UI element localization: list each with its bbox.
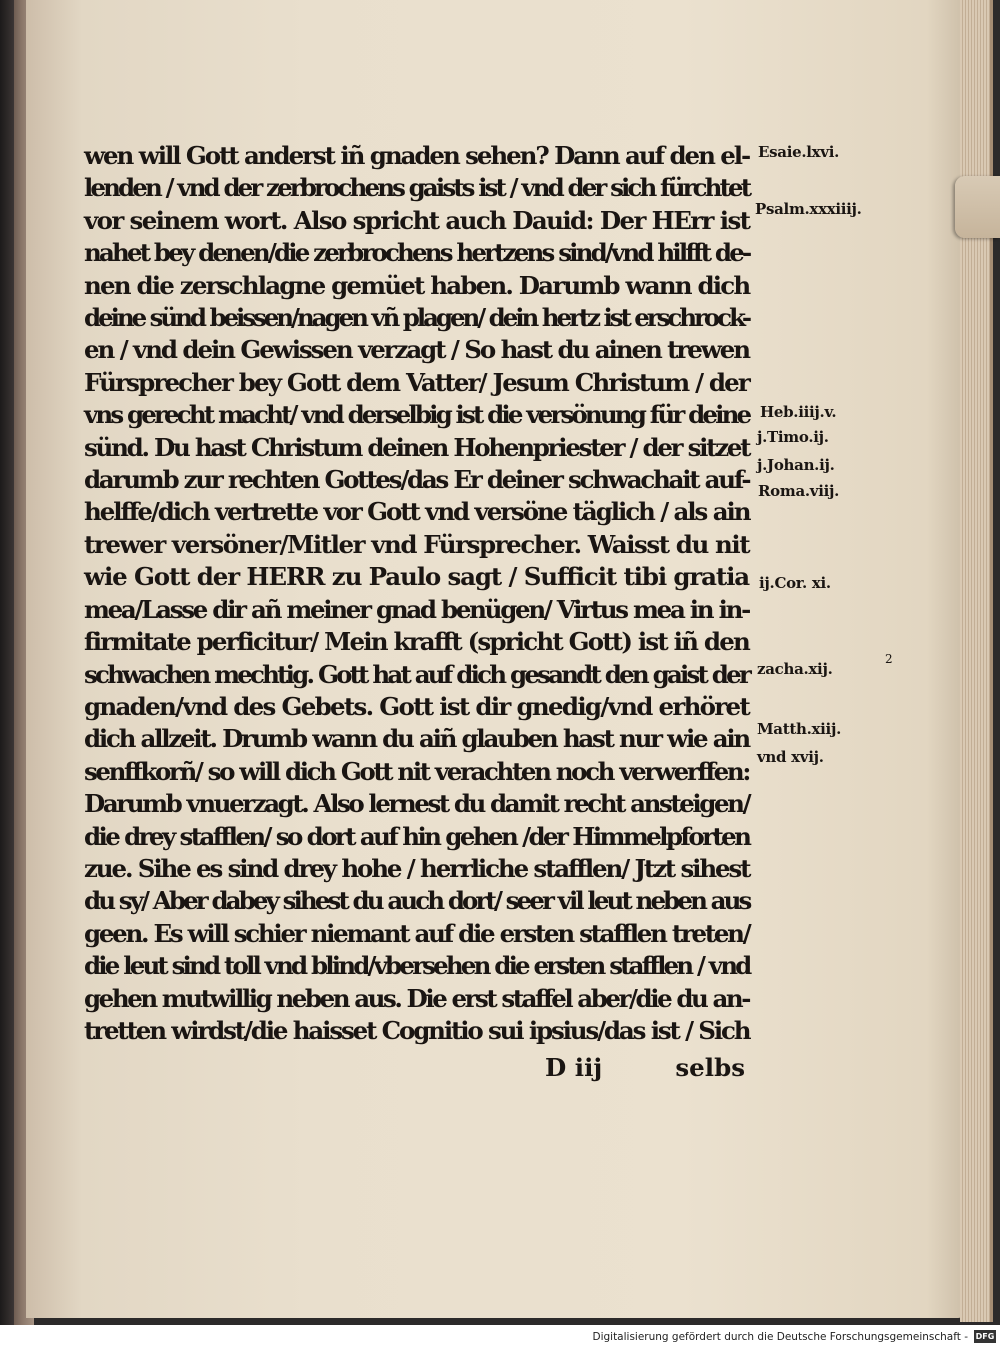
text-line: zue. Sihe es sind drey hohe / herrliche stafflen/ Jtzt sihest bbox=[84, 853, 750, 883]
dfg-logo: DFG bbox=[975, 1332, 995, 1341]
text-line: senffkorñ/ so will dich Gott nit verachten noch verwerffen: bbox=[84, 756, 749, 786]
text-line: en / vnd dein Gewissen verzagt / So hast du ainen trewen bbox=[84, 335, 749, 365]
margin-note-psalm: Psalm.xxxiiij. bbox=[755, 200, 862, 218]
text-line: dich allzeit. Drumb wann du aiñ glauben hast nur wie ain bbox=[84, 724, 749, 754]
margin-note-hebrews: Heb.iiij.v. bbox=[760, 403, 837, 421]
text-line: du sy/ Aber dabey sihest du auch dort/ seer vil leut neben aus bbox=[84, 886, 750, 916]
text-line: trewer versöner/Mitler vnd Fürsprecher. Waisst du nit bbox=[84, 529, 750, 559]
margin-note-corinthians: ij.Cor. xi. bbox=[759, 574, 831, 592]
text-line: wen will Gott anderst iñ gnaden sehen? Dann auf den el- bbox=[84, 141, 750, 170]
margin-note-matthew-cont: vnd xvij. bbox=[757, 748, 824, 766]
text-line: schwachen mechtig. Gott hat auf dich gesandt den gaist der bbox=[84, 659, 749, 689]
text-line: Fürsprecher bey Gott dem Vatter/ Jesum Christum / der bbox=[84, 367, 749, 397]
text-line: firmitate perficitur/ Mein krafft (spricht Gott) ist iñ den bbox=[84, 627, 749, 657]
text-line: lenden / vnd der zerbrochens gaists ist / vnd der sich fürchtet bbox=[84, 173, 750, 203]
text-line: wie Gott der HERR zu Paulo sagt / Sufficit tibi gratia bbox=[84, 562, 749, 592]
signature-row bbox=[545, 1053, 745, 1087]
text-line: tretten wirdst/die haisset Cognitio sui ipsius/das ist / Sich bbox=[84, 1015, 750, 1045]
text-line: deine sünd beissen/nagen vñ plagen/ dein hertz ist erschrock- bbox=[84, 303, 749, 333]
text-line: sünd. Du hast Christum deinen Hohenpriester / der sitzet bbox=[84, 432, 750, 462]
margin-note-john: j.Johan.ij. bbox=[757, 456, 835, 474]
margin-note-matthew: Matth.xiij. bbox=[757, 720, 841, 738]
footer-credit: Digitalisierung gefördert durch die Deutsche Forschungsgemeinschaft - bbox=[592, 1331, 968, 1343]
text-line: geen. Es will schier niemant auf die ersten stafflen treten/ bbox=[84, 918, 750, 948]
text-line: nen die zerschlagne gemüet haben. Darumb wann dich bbox=[84, 270, 750, 300]
text-line: vns gerecht macht/ vnd derselbig ist die versönung für deine bbox=[84, 400, 750, 430]
text-line: die leut sind toll vnd blind/vbersehen die ersten stafflen / vnd bbox=[84, 951, 750, 981]
margin-note-zacharias: zacha.xij. bbox=[757, 660, 833, 678]
margin-note-esaie: Esaie.lxvi. bbox=[758, 143, 840, 161]
text-line: mea/Lasse dir añ meiner gnad benügen/ Virtus mea in in- bbox=[84, 594, 749, 624]
text-line: nahet bey denen/die zerbrochens hertzens sind/vnd hilfft de- bbox=[84, 238, 750, 268]
text-line: helffe/dich vertrette vor Gott vnd versöne täglich / als ain bbox=[84, 497, 750, 527]
stray-mark: 2 bbox=[885, 652, 893, 666]
main-text-block bbox=[84, 140, 749, 1047]
text-line: die drey stafflen/ so dort auf hin gehen /der Himmelpforten bbox=[84, 821, 750, 851]
text-line: gehen mutwillig neben aus. Die erst staffel aber/die du an- bbox=[84, 983, 749, 1013]
text-line: darumb zur rechten Gottes/das Er deiner schwachait auf- bbox=[84, 465, 750, 495]
text-line: gnaden/vnd des Gebets. Gott ist dir gnedig/vnd erhöret bbox=[84, 691, 749, 721]
signature-mark: D iij bbox=[545, 1053, 603, 1082]
text-line: vor seinem wort. Also spricht auch Dauid: Der HErr ist bbox=[84, 205, 750, 235]
bookmark-tab bbox=[955, 176, 1000, 238]
catchword: selbs bbox=[675, 1053, 745, 1082]
margin-note-timothy: j.Timo.ij. bbox=[757, 428, 829, 446]
text-line: Darumb vnuerzagt. Also lernest du damit recht ansteigen/ bbox=[84, 789, 750, 819]
margin-note-romans: Roma.viij. bbox=[758, 482, 840, 500]
